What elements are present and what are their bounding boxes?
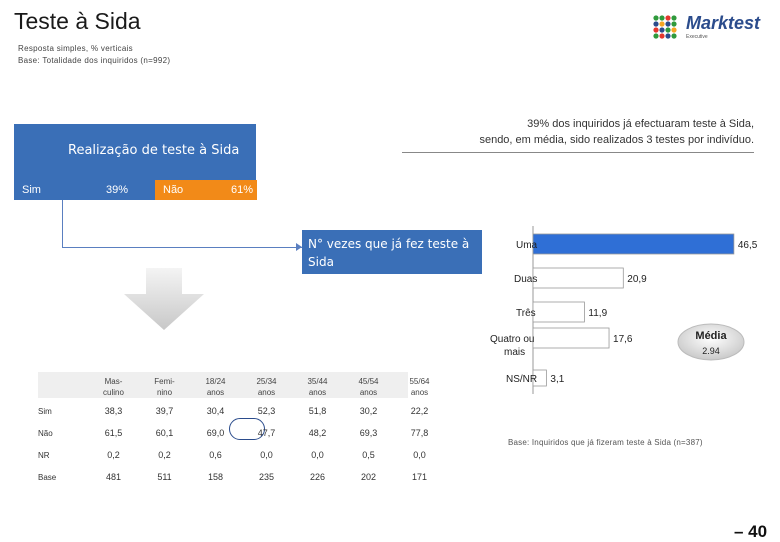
chart-category-label: Duas	[514, 274, 538, 285]
table-row	[30, 466, 445, 488]
table-cell: 158	[207, 472, 224, 482]
table-cell: 38,3	[104, 406, 123, 416]
segment-nao-value: 61%	[231, 184, 254, 196]
page-title: Teste à Sida	[14, 8, 141, 34]
table-cell: 52,3	[257, 406, 276, 416]
times-box-title: N° vezes que já fez teste à Sida	[308, 237, 470, 269]
table-cell: 0,0	[311, 450, 324, 460]
chart-data-label: 20,9	[627, 274, 647, 285]
page-number: – 40	[734, 522, 768, 541]
table-row	[30, 422, 445, 444]
chart-data-label: 11,9	[588, 308, 608, 319]
table-cell: 30,4	[206, 406, 225, 416]
segment-sim	[14, 180, 155, 200]
chart-category-label: NS/NR	[506, 374, 538, 385]
summary-box-title: Realização de teste à Sida	[68, 143, 240, 158]
table-cell: 171	[411, 472, 428, 482]
chart-data-label: 46,5	[737, 240, 758, 251]
table-cell: 61,5	[104, 428, 123, 438]
table-cell: 51,8	[308, 406, 327, 416]
chart-data-label: 3,1	[550, 374, 565, 385]
table-header-row	[30, 374, 445, 400]
segment-nao	[155, 180, 257, 200]
logo-wordmark: Marktest	[686, 13, 761, 33]
table-header-cell: Mas- culino	[103, 377, 124, 397]
table-cell: 47,7	[257, 428, 276, 438]
divider-line	[402, 152, 754, 153]
table-cell: 0,0	[260, 450, 273, 460]
breakdown-table	[30, 374, 445, 488]
media-badge	[676, 322, 746, 362]
connector-line	[62, 247, 302, 248]
table-header-corner	[30, 374, 88, 400]
table-cell: 30,2	[359, 406, 378, 416]
down-arrow-icon	[124, 268, 204, 330]
table-header-cell: 18/24 anos	[205, 377, 226, 397]
times-bar-chart	[482, 226, 780, 396]
chart-base-note: Base: Inquiridos que já fizeram teste à Sida (n=387)	[508, 438, 703, 447]
chart-bar	[533, 268, 623, 288]
table-header-cell: 55/64 anos	[409, 377, 430, 397]
segment-sim-label: Sim	[22, 184, 41, 196]
table-cell: 39,7	[155, 406, 174, 416]
segment-sim-value: 39%	[106, 184, 129, 196]
table-header-cell: 45/54 anos	[358, 377, 379, 397]
table-cell: 226	[309, 472, 326, 482]
table-cell: 69,3	[359, 428, 378, 438]
summary-note	[424, 116, 754, 148]
chart-bar	[533, 234, 734, 254]
chart-category-label: Quatro ou mais	[490, 334, 535, 358]
row-label: Não	[38, 428, 53, 438]
media-label: Média	[695, 330, 727, 342]
table-cell: 0,6	[209, 450, 222, 460]
table-cell: 0,0	[413, 450, 426, 460]
logo-tagline: Executive	[686, 34, 708, 40]
table-header-cell: Femi- nino	[154, 377, 175, 397]
table-header-cell: 35/44 anos	[307, 377, 328, 397]
row-label: Sim	[38, 406, 52, 416]
table-cell: 60,1	[155, 428, 174, 438]
table-cell: 22,2	[410, 406, 429, 416]
chart-data-label: 17,6	[613, 334, 633, 345]
summary-note-line-1: 39% dos inquiridos já efectuaram teste à Sida,	[527, 118, 754, 130]
chart-category-label: Uma	[516, 240, 538, 251]
chart-category-label: Três	[516, 308, 536, 319]
table-row	[30, 444, 445, 466]
summary-note-line-2: sendo, em média, sido realizados 3 testes por indivíduo.	[479, 134, 754, 146]
table-row	[30, 400, 445, 422]
table-cell: 235	[258, 472, 275, 482]
table-cell: 511	[157, 472, 172, 482]
table-cell: 202	[360, 472, 377, 482]
table-cell: 481	[105, 472, 122, 482]
table-cell: 0,5	[362, 450, 375, 460]
table-cell: 0,2	[158, 450, 171, 460]
connector-line	[62, 200, 63, 248]
table-cell: 77,8	[410, 428, 429, 438]
table-header-cell: 25/34 anos	[256, 377, 277, 397]
table-cell: 69,0	[206, 428, 225, 438]
table-cell: 48,2	[308, 428, 327, 438]
subtitle-response-type: Resposta simples, % verticais	[18, 44, 133, 53]
chart-bar	[533, 328, 609, 348]
table-cell: 0,2	[107, 450, 120, 460]
segment-nao-label: Não	[163, 184, 184, 196]
chart-bar	[533, 302, 584, 322]
row-label: Base	[38, 472, 57, 482]
subtitle-base: Base: Totalidade dos inquiridos (n=992)	[18, 56, 171, 65]
logo-dots-icon	[653, 15, 676, 38]
media-value: 2.94	[702, 346, 720, 356]
row-label: NR	[38, 450, 50, 460]
